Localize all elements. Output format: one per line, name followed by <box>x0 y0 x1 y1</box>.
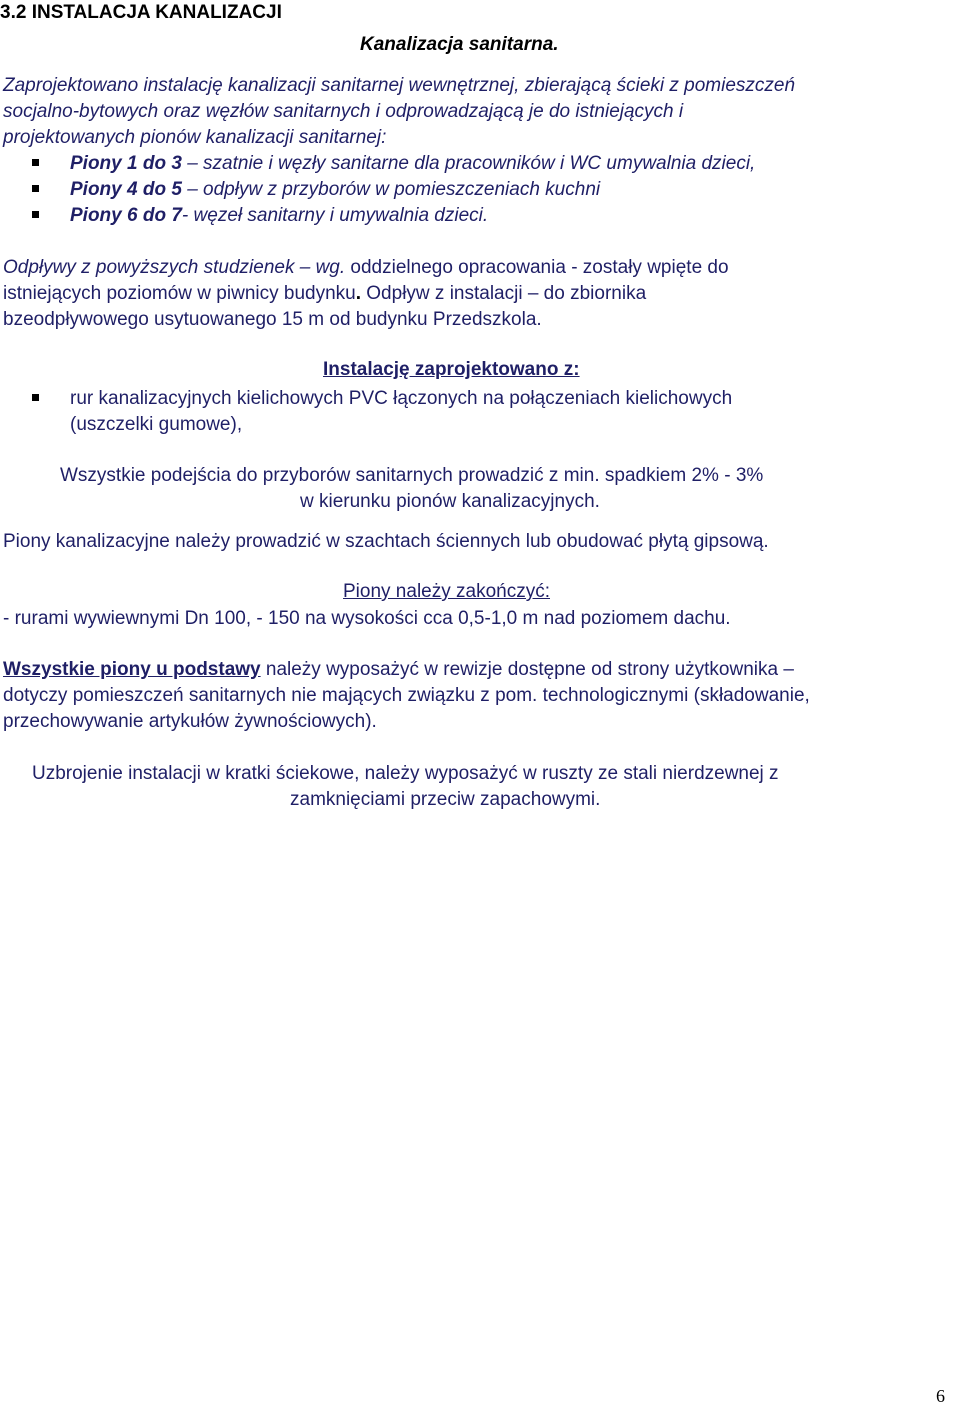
shafts-text: Piony kanalizacyjne należy prowadzić w szachtach ściennych lub obudować płytą gipsową. <box>3 531 769 552</box>
materials-heading: Instalację zaprojektowano z: <box>323 359 580 380</box>
list-item <box>70 152 755 176</box>
outflow-line-3: bzeodpływowego usytuowanego 15 m od budynku Przedszkola. <box>3 309 542 330</box>
list-item-bold: Piony 6 do 7 <box>70 205 182 226</box>
bullet-icon <box>32 185 39 192</box>
outflow-italic: Odpływy z powyższych studzienek – wg. <box>3 257 346 278</box>
drains-line-1: Uzbrojenie instalacji w kratki ściekowe, należy wyposażyć w ruszty ze stali nierdzewnej z <box>32 763 779 784</box>
base-line-3: przechowywanie artykułów żywnościowych). <box>3 711 377 732</box>
outflow-line-2-rest: Odpływ z instalacji – do zbiornika <box>361 283 647 304</box>
slope-line-2: w kierunku pionów kanalizacyjnych. <box>300 491 600 512</box>
materials-item-line-1: rur kanalizacyjnych kielichowych PVC łączonych na połączeniach kielichowych <box>70 388 733 409</box>
list-item-bold: Piony 1 do 3 <box>70 153 182 174</box>
outflow-line-2-dot: . <box>355 283 361 304</box>
slope-line-1: Wszystkie podejścia do przyborów sanitarnych prowadzić z min. spadkiem 2% - 3% <box>60 465 764 486</box>
bullet-icon <box>32 159 39 166</box>
section-title: 3.2 INSTALACJA KANALIZACJI <box>0 2 282 23</box>
list-item <box>70 178 600 202</box>
ending-heading <box>343 580 550 604</box>
ending-heading-text: Piony należy zakończyć: <box>343 581 550 602</box>
ending-line: - rurami wywiewnymi Dn 100, - 150 na wysokości cca 0,5-1,0 m nad poziomem dachu. <box>3 608 731 629</box>
intro-line-2: socjalno-bytowych oraz węzłów sanitarnych i odprowadzającą je do istniejących i <box>3 101 684 122</box>
list-item-text: - węzeł sanitarny i umywalnia dzieci. <box>181 205 489 226</box>
bullet-icon <box>32 211 39 218</box>
list-item-text: – odpływ z przyborów w pomieszczeniach kuchni <box>181 179 601 200</box>
page-number: 6 <box>936 1386 945 1406</box>
base-bold-start: Wszystkie piony u podstawy <box>3 659 261 680</box>
list-item-bold: Piony 4 do 5 <box>70 179 182 200</box>
drains-line-2: zamknięciami przeciw zapachowymi. <box>290 789 601 810</box>
outflow-rest: oddzielnego opracowania - zostały wpięte do <box>345 257 729 278</box>
outflow-line-2 <box>3 282 646 306</box>
section-subtitle: Kanalizacja sanitarna. <box>360 34 559 55</box>
list-item-text: – szatnie i węzły sanitarne dla pracowników i WC umywalnia dzieci, <box>181 153 756 174</box>
intro-line-3: projektowanych pionów kanalizacji sanitarnej: <box>3 127 387 148</box>
outflow-line-1 <box>3 256 729 280</box>
base-line-2: dotyczy pomieszczeń sanitarnych nie mających związku z pom. technologicznymi (składowanie, <box>3 685 810 706</box>
list-item <box>70 204 488 228</box>
intro-line-1: Zaprojektowano instalację kanalizacji sanitarnej wewnętrznej, zbierającą ścieki z pomieszczeń <box>3 75 796 96</box>
base-line-1 <box>3 658 794 682</box>
base-line-1-rest: należy wyposażyć w rewizje dostępne od strony użytkownika – <box>260 659 794 680</box>
bullet-icon <box>32 394 39 401</box>
outflow-line-2-start: istniejących poziomów w piwnicy budynku <box>3 283 356 304</box>
materials-item-line-2: (uszczelki gumowe), <box>70 414 243 435</box>
